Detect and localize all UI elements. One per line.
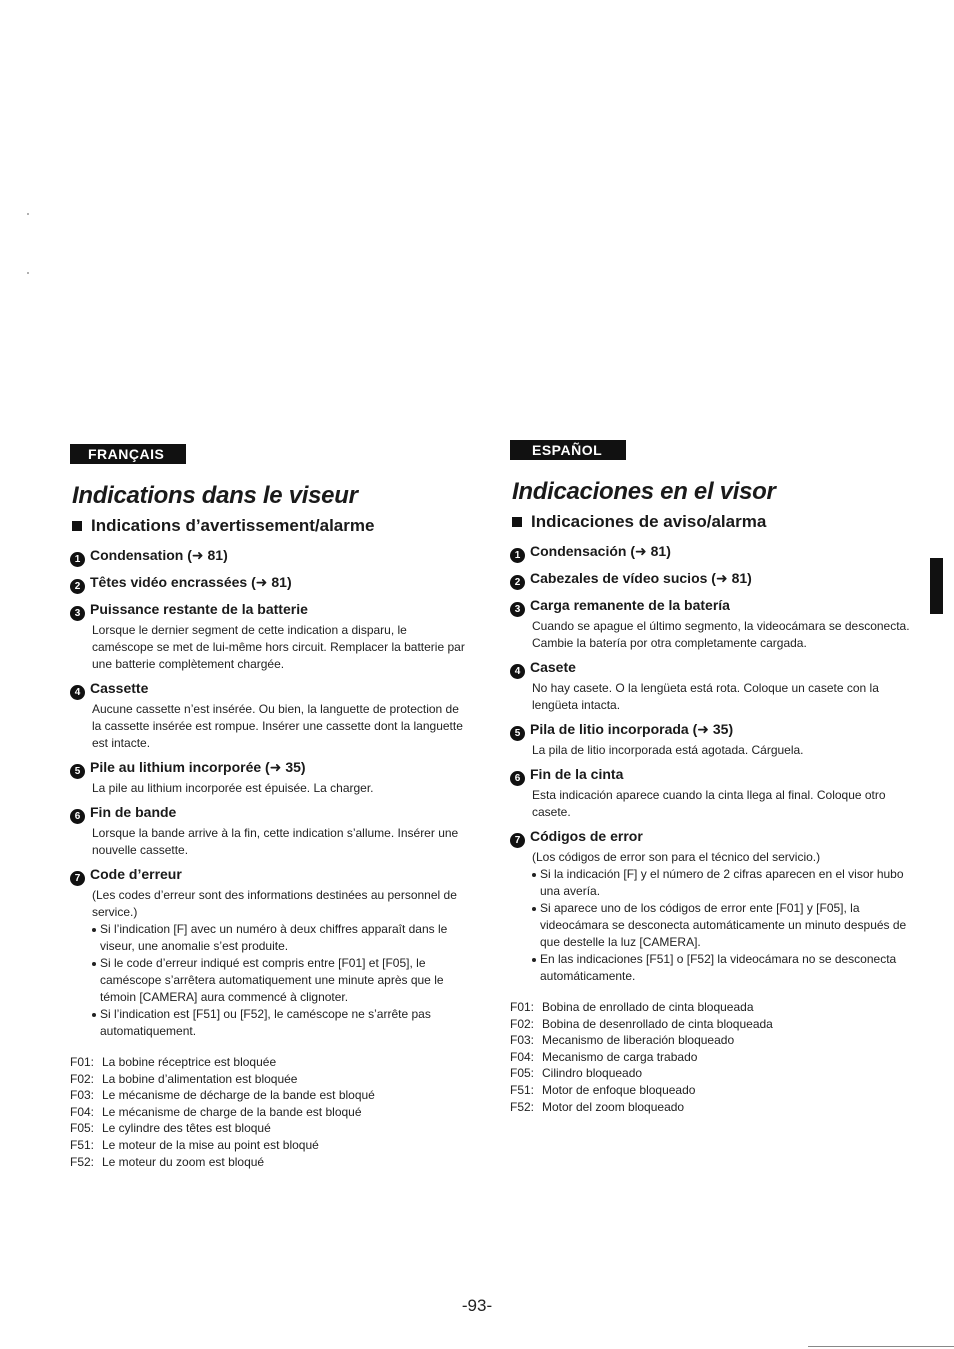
warning-item bbox=[70, 758, 470, 797]
item-title: Code d’erreur bbox=[90, 866, 182, 882]
error-code-meaning: Le moteur de la mise au point est bloqué bbox=[102, 1137, 319, 1152]
number-badge-icon: 6 bbox=[510, 771, 525, 786]
bullet-point: Si l’indication [F] avec un numéro à deux chiffres apparaît dans le viseur, une anomalie s’est produite. bbox=[92, 921, 470, 955]
error-code-row bbox=[70, 1087, 470, 1104]
item-title: Cassette bbox=[90, 680, 149, 696]
page-number: -93- bbox=[461, 1296, 493, 1315]
item-heading bbox=[70, 758, 470, 779]
error-code-meaning: Cilindro bloqueado bbox=[542, 1066, 643, 1081]
error-code-meaning: La bobine d’alimentation est bloquée bbox=[102, 1071, 298, 1086]
subsection-heading-french bbox=[70, 516, 470, 536]
warning-item bbox=[510, 569, 910, 590]
item-heading bbox=[70, 546, 470, 567]
warning-item bbox=[70, 573, 470, 594]
item-title: Têtes vidéo encrassées (➜ 81) bbox=[90, 574, 292, 590]
item-description: Aucune cassette n’est insérée. Ou bien, la languette de protection de la cassette insérée est rompue. Insérer une cassette dont la languette est intacte. bbox=[92, 702, 463, 750]
number-badge-icon: 5 bbox=[510, 726, 525, 741]
error-code-meaning: Motor del zoom bloqueado bbox=[542, 1099, 685, 1114]
error-code-meaning: Mecanismo de liberación bloqueado bbox=[542, 1033, 735, 1048]
number-badge-icon: 5 bbox=[70, 764, 85, 779]
error-code: F02: bbox=[70, 1071, 95, 1086]
number-badge-icon: 2 bbox=[510, 575, 525, 590]
scan-speck bbox=[27, 213, 29, 215]
error-code-row bbox=[70, 1054, 470, 1071]
bullet-point: Si le code d’erreur indiqué est compris entre [F01] et [F05], le caméscope s’arrêtera automatiquement une minute après que le témoin [CAMERA] aura commencé à clignoter. bbox=[92, 955, 470, 1006]
item-heading bbox=[70, 865, 470, 886]
error-code-meaning: Le mécanisme de décharge de la bande est bloqué bbox=[102, 1088, 375, 1103]
item-heading bbox=[510, 569, 910, 590]
error-code-row bbox=[70, 1154, 470, 1171]
number-badge-icon: 3 bbox=[70, 606, 85, 621]
footer-rule bbox=[808, 1346, 954, 1347]
item-title: Fin de bande bbox=[90, 804, 177, 820]
error-code: F05: bbox=[510, 1066, 535, 1081]
warning-items-list bbox=[510, 542, 910, 985]
error-code-meaning: Mecanismo de carga trabado bbox=[542, 1049, 698, 1064]
language-tab-french: FRANÇAIS bbox=[70, 444, 186, 464]
item-title: Condensación (➜ 81) bbox=[530, 543, 671, 559]
item-heading bbox=[510, 542, 910, 563]
subsection-title: Indications d’avertissement/alarme bbox=[91, 516, 375, 535]
error-code-meaning: Le mécanisme de charge de la bande est bloqué bbox=[102, 1104, 362, 1119]
square-bullet-icon bbox=[512, 517, 522, 527]
column-spanish bbox=[510, 440, 910, 1115]
warning-item bbox=[510, 720, 910, 759]
number-badge-icon: 7 bbox=[510, 833, 525, 848]
item-title: Puissance restante de la batterie bbox=[90, 601, 308, 617]
item-description: Lorsque le dernier segment de cette indication a disparu, le caméscope se met de lui-même hors circuit. Remplacer la batterie par une batterie complètement chargée. bbox=[92, 623, 465, 671]
item-description: (Los códigos de error son para el técnico del servicio.) bbox=[532, 850, 821, 864]
item-title: Fin de la cinta bbox=[530, 766, 624, 782]
number-badge-icon: 7 bbox=[70, 871, 85, 886]
error-code-meaning: Le moteur du zoom est bloqué bbox=[102, 1154, 265, 1169]
error-code: F01: bbox=[70, 1055, 95, 1069]
page-title-spanish: Indicaciones en el visor bbox=[512, 478, 776, 505]
item-title: Pile au lithium incorporée (➜ 35) bbox=[90, 759, 306, 775]
number-badge-icon: 1 bbox=[70, 552, 85, 567]
item-description: No hay casete. O la lengüeta está rota. Coloque un casete con la lengüeta intacta. bbox=[532, 681, 879, 712]
error-code: F52: bbox=[70, 1154, 95, 1169]
error-code-meaning: La bobine réceptrice est bloquée bbox=[102, 1055, 277, 1069]
item-description: Cuando se apague el último segmento, la videocámara se desconecta. Cambie la batería por otra completamente cargada. bbox=[532, 619, 910, 650]
item-description: Esta indicación aparece cuando la cinta llega al final. Coloque otro casete. bbox=[532, 788, 886, 819]
item-description: (Les codes d’erreur sont des informations destinées au personnel de service.) bbox=[92, 888, 457, 919]
error-code: F51: bbox=[510, 1082, 535, 1097]
error-code-row bbox=[510, 1065, 910, 1082]
error-code-row bbox=[510, 999, 910, 1016]
error-code-meaning: Le cylindre des têtes est bloqué bbox=[102, 1121, 271, 1136]
error-code-row bbox=[510, 1049, 910, 1066]
page-title-french: Indications dans le viseur bbox=[72, 482, 358, 509]
error-code-row bbox=[510, 1082, 910, 1099]
item-title: Carga remanente de la batería bbox=[530, 597, 730, 613]
warning-item bbox=[510, 542, 910, 563]
error-code: F03: bbox=[510, 1033, 535, 1048]
error-code-row bbox=[70, 1104, 470, 1121]
warning-item bbox=[70, 803, 470, 859]
item-heading bbox=[70, 573, 470, 594]
item-heading bbox=[510, 658, 910, 679]
square-bullet-icon bbox=[72, 521, 82, 531]
warning-item bbox=[70, 679, 470, 752]
language-tab-spanish: ESPAÑOL bbox=[510, 440, 626, 460]
number-badge-icon: 3 bbox=[510, 602, 525, 617]
error-code-meaning: Motor de enfoque bloqueado bbox=[542, 1082, 696, 1097]
warning-item bbox=[510, 765, 910, 821]
number-badge-icon: 6 bbox=[70, 809, 85, 824]
error-code: F52: bbox=[510, 1099, 535, 1114]
error-code-row bbox=[70, 1071, 470, 1088]
error-code-row bbox=[70, 1137, 470, 1154]
error-code: F05: bbox=[70, 1121, 95, 1136]
error-code-row bbox=[510, 1032, 910, 1049]
warning-item bbox=[70, 546, 470, 567]
item-title: Casete bbox=[530, 659, 576, 675]
number-badge-icon: 1 bbox=[510, 548, 525, 563]
error-code: F03: bbox=[70, 1088, 95, 1103]
bullet-point: En las indicaciones [F51] o [F52] la videocámara no se desconecta automáticamente. bbox=[532, 951, 910, 985]
warning-item bbox=[70, 865, 470, 1040]
item-heading bbox=[510, 765, 910, 786]
item-heading bbox=[510, 596, 910, 617]
item-heading bbox=[510, 827, 910, 848]
warning-item bbox=[510, 827, 910, 985]
error-code-row bbox=[70, 1120, 470, 1137]
bullet-point: Si l’indication est [F51] ou [F52], le caméscope ne s’arrête pas automatiquement. bbox=[92, 1006, 470, 1040]
warning-items-list bbox=[70, 546, 470, 1040]
number-badge-icon: 4 bbox=[510, 664, 525, 679]
error-code: F04: bbox=[70, 1104, 95, 1119]
error-code-row bbox=[510, 1016, 910, 1033]
scan-speck bbox=[27, 272, 29, 274]
warning-item bbox=[70, 600, 470, 673]
error-codes-list bbox=[70, 1054, 470, 1170]
column-french bbox=[70, 444, 470, 1170]
item-title: Pila de litio incorporada (➜ 35) bbox=[530, 721, 734, 737]
item-title: Códigos de error bbox=[530, 828, 643, 844]
subsection-title: Indicaciones de aviso/alarma bbox=[531, 512, 767, 531]
warning-item bbox=[510, 596, 910, 652]
error-code: F51: bbox=[70, 1137, 95, 1152]
number-badge-icon: 4 bbox=[70, 685, 85, 700]
bullet-point: Si la indicación [F] y el número de 2 cifras aparecen en el visor hubo una avería. bbox=[532, 866, 910, 900]
error-code-meaning: Bobina de enrollado de cinta bloqueada bbox=[542, 1000, 754, 1014]
item-heading bbox=[510, 720, 910, 741]
item-title: Condensation (➜ 81) bbox=[90, 547, 228, 563]
item-description: La pile au lithium incorporée est épuisée. La charger. bbox=[92, 781, 374, 795]
error-code: F04: bbox=[510, 1049, 535, 1064]
error-code-meaning: Bobina de desenrollado de cinta bloqueada bbox=[542, 1016, 773, 1031]
warning-item bbox=[510, 658, 910, 714]
item-description: Lorsque la bande arrive à la fin, cette indication s’allume. Insérer une nouvelle cassette. bbox=[92, 826, 459, 857]
subsection-heading-spanish bbox=[510, 512, 910, 532]
number-badge-icon: 2 bbox=[70, 579, 85, 594]
error-code: F02: bbox=[510, 1016, 535, 1031]
item-title: Cabezales de vídeo sucios (➜ 81) bbox=[530, 570, 752, 586]
item-heading bbox=[70, 803, 470, 824]
error-code: F01: bbox=[510, 1000, 535, 1014]
error-codes-list bbox=[510, 999, 910, 1115]
item-description: La pila de litio incorporada está agotada. Cárguela. bbox=[532, 743, 804, 757]
section-marker-bar bbox=[930, 558, 943, 614]
item-heading bbox=[70, 679, 470, 700]
error-code-row bbox=[510, 1099, 910, 1116]
item-heading bbox=[70, 600, 470, 621]
bullet-point: Si aparece uno de los códigos de error ente [F01] y [F05], la videocámara se desconecta automáticamente un minuto después de que destelle la luz [CAMERA]. bbox=[532, 900, 910, 951]
